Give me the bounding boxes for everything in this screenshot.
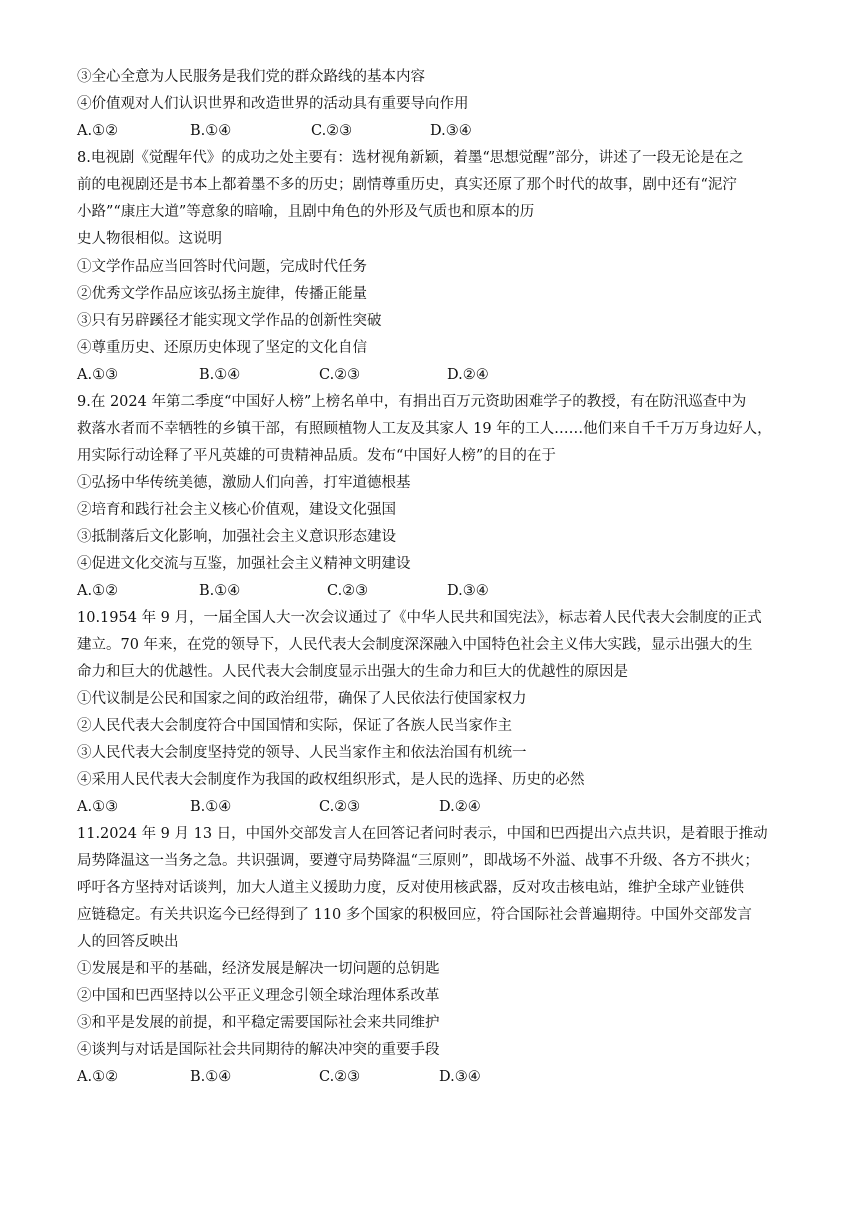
q10-stem-line-2: 建立。70 年来，在党的领导下，人民代表大会制度深深融入中国特色社会主义伟大实践，显示出强大的生 bbox=[77, 637, 753, 653]
option-c: C.②③ bbox=[319, 367, 361, 383]
q9-item-2: ②培育和践行社会主义核心价值观，建设文化强国 bbox=[77, 502, 396, 518]
option-a: A.①② bbox=[77, 123, 119, 139]
q11-item-1: ①发展是和平的基础，经济发展是解决一切问题的总钥匙 bbox=[77, 961, 440, 977]
option-b: B.①④ bbox=[190, 799, 232, 815]
q8-item-2: ②优秀文学作品应该弘扬主旋律，传播正能量 bbox=[77, 286, 367, 302]
option-a: A.①③ bbox=[77, 799, 119, 815]
q9-stem-line-1: 9.在 2024 年第二季度“中国好人榜”上榜名单中，有捐出百万元资助困难学子的教授，有在防汛巡查中为 bbox=[77, 394, 747, 410]
q11-stem-line-2: 局势降温这一当务之急。共识强调，要遵守局势降温“三原则”，即战场不外溢、战事不升级、各方不拱火； bbox=[77, 853, 759, 869]
q8-stem-line-2: 前的电视剧还是书本上都着墨不多的历史；剧情尊重历史，真实还原了那个时代的故事，剧中还有“泥泞 bbox=[77, 177, 737, 193]
option-c: C.②③ bbox=[327, 583, 369, 599]
q9-item-4: ④促进文化交流与互鉴，加强社会主义精神文明建设 bbox=[77, 556, 411, 572]
q10-stem-line-1: 10.1954 年 9 月，一届全国人大一次会议通过了《中华人民共和国宪法》，标志着人民代表大会制度的正式 bbox=[77, 610, 762, 626]
q11-item-3: ③和平是发展的前提，和平稳定需要国际社会来共同维护 bbox=[77, 1015, 440, 1031]
q11-stem-line-5: 人的回答反映出 bbox=[77, 934, 179, 950]
option-b: B.①④ bbox=[199, 583, 241, 599]
option-b: B.①④ bbox=[190, 1069, 232, 1085]
option-d: D.③④ bbox=[439, 1069, 481, 1085]
q9-item-3: ③抵制落后文化影响，加强社会主义意识形态建设 bbox=[77, 529, 396, 545]
q9-stem-line-2: 救落水者而不幸牺牲的乡镇干部，有照顾植物人工友及其家人 19 年的工人……他们来自千千万万身边好人， bbox=[77, 421, 772, 437]
q8-item-3: ③只有另辟蹊径才能实现文学作品的创新性突破 bbox=[77, 313, 382, 329]
option-c: C.②③ bbox=[319, 1069, 361, 1085]
option-b: B.①④ bbox=[190, 123, 232, 139]
q10-item-1: ①代议制是公民和国家之间的政治纽带，确保了人民依法行使国家权力 bbox=[77, 691, 527, 707]
option-d: D.③④ bbox=[447, 583, 489, 599]
option-c: C.②③ bbox=[311, 123, 353, 139]
q11-item-4: ④谈判与对话是国际社会共同期待的解决冲突的重要手段 bbox=[77, 1042, 440, 1058]
q8-item-4: ④尊重历史、还原历史体现了坚定的文化自信 bbox=[77, 340, 367, 356]
q11-stem-line-4: 应链稳定。有关共识迄今已经得到了 110 多个国家的积极回应，符合国际社会普遍期待。中国外交部发言 bbox=[77, 907, 752, 923]
option-a: A.①② bbox=[77, 1069, 119, 1085]
option-b: B.①④ bbox=[199, 367, 241, 383]
q10-item-3: ③人民代表大会制度坚持党的领导、人民当家作主和依法治国有机统一 bbox=[77, 745, 527, 761]
option-a: A.①② bbox=[77, 583, 119, 599]
option-d: D.②④ bbox=[439, 799, 481, 815]
q11-stem-line-3: 呼吁各方坚持对话谈判，加大人道主义援助力度，反对使用核武器，反对攻击核电站，维护全球产业链供 bbox=[77, 880, 744, 896]
option-d: D.②④ bbox=[447, 367, 489, 383]
q10-item-2: ②人民代表大会制度符合中国国情和实际，保证了各族人民当家作主 bbox=[77, 718, 512, 734]
q11-stem-line-1: 11.2024 年 9 月 13 日，中国外交部发言人在回答记者问时表示，中国和巴西提出六点共识，是着眼于推动 bbox=[77, 826, 768, 842]
q8-stem-line-3: 小路”“康庄大道”等意象的暗喻，且剧中角色的外形及气质也和原本的历 bbox=[77, 204, 535, 220]
q8-item-1: ①文学作品应当回答时代问题，完成时代任务 bbox=[77, 259, 367, 275]
option-c: C.②③ bbox=[319, 799, 361, 815]
option-a: A.①③ bbox=[77, 367, 119, 383]
q8-stem-line-4: 史人物很相似。这说明 bbox=[77, 231, 222, 247]
option-d: D.③④ bbox=[430, 123, 472, 139]
q7-item-4: ④价值观对人们认识世界和改造世界的活动具有重要导向作用 bbox=[77, 96, 469, 112]
q9-item-1: ①弘扬中华传统美德，激励人们向善，打牢道德根基 bbox=[77, 475, 411, 491]
q8-stem-line-1: 8.电视剧《觉醒年代》的成功之处主要有：选材视角新颖，着墨“思想觉醒”部分，讲述了一段无论是在之 bbox=[77, 150, 744, 166]
q11-item-2: ②中国和巴西坚持以公平正义理念引领全球治理体系改革 bbox=[77, 988, 440, 1004]
q7-item-3: ③全心全意为人民服务是我们党的群众路线的基本内容 bbox=[77, 69, 425, 85]
q10-item-4: ④采用人民代表大会制度作为我国的政权组织形式，是人民的选择、历史的必然 bbox=[77, 772, 585, 788]
q10-stem-line-3: 命力和巨大的优越性。人民代表大会制度显示出强大的生命力和巨大的优越性的原因是 bbox=[77, 664, 628, 680]
q9-stem-line-3: 用实际行动诠释了平凡英雄的可贵精神品质。发布“中国好人榜”的目的在于 bbox=[77, 448, 556, 464]
